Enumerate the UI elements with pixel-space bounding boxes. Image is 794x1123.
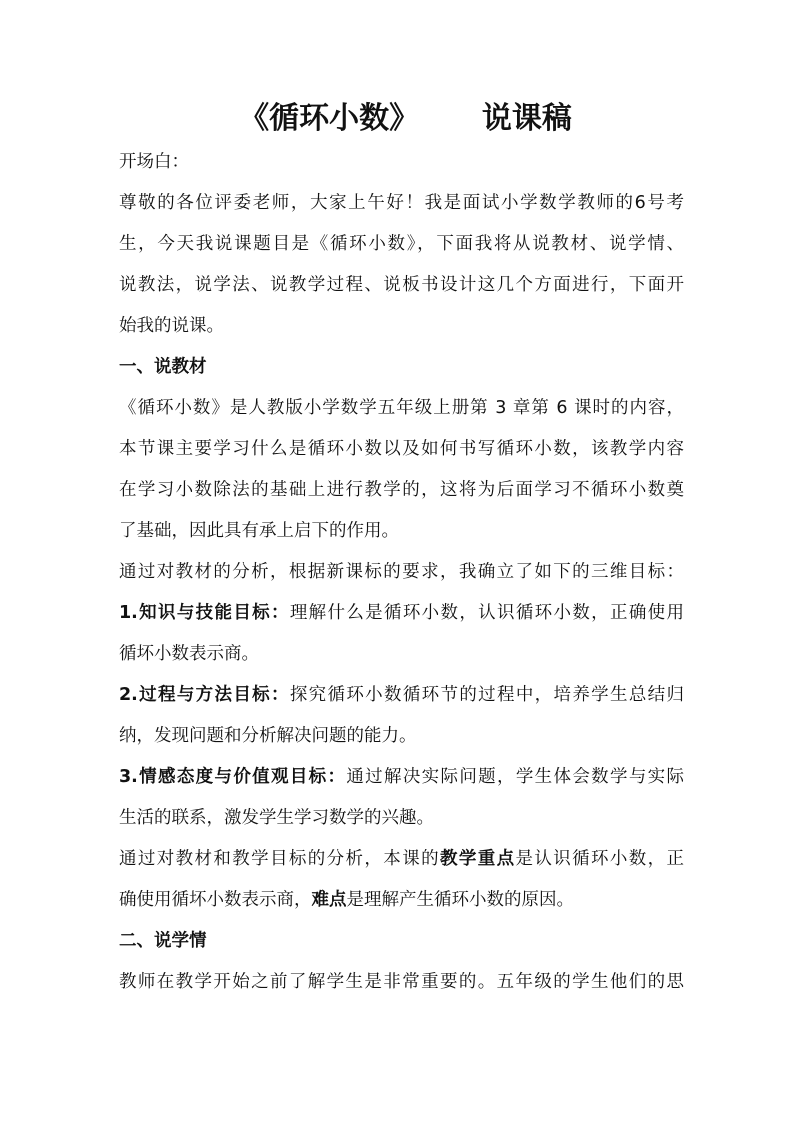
intro-line-3: 说教法，说学法、说教学过程、说板书设计这几个方面进行，下面开 (119, 275, 684, 295)
key-points-text-2a: 确使用循坏小数表示商， (119, 890, 312, 910)
goal-knowledge-line-1 (119, 593, 684, 634)
key-points-text-2b: 是理解产生循环小数的原因。 (346, 890, 574, 910)
textbook-line-4: 了基础，因此具有承上启下的作用。 (119, 521, 399, 541)
goal-knowledge-line-2: 循坏小数表示商。 (119, 644, 259, 664)
intro-line-4: 始我的说课。 (119, 316, 224, 336)
goal-emotion-line-1 (119, 757, 684, 798)
goal-process-label: 2.过程与方法目标： (119, 685, 290, 705)
section-heading-students: 二、说学情 (119, 931, 207, 951)
document-title: 《循环小数》 说课稿 (239, 101, 572, 136)
difficulty-label: 难点 (311, 890, 347, 910)
goal-knowledge-label: 1.知识与技能目标： (119, 603, 290, 623)
intro-line-1: 尊敬的各位评委老师，大家上午好！我是面试小学数学教师的6号考 (119, 193, 684, 213)
textbook-line-3: 在学习小数除法的基础上进行教学的，这将为后面学习不循环小数奠 (119, 480, 684, 500)
students-line-1: 教师在教学开始之前了解学生是非常重要的。五年级的学生他们的思 (119, 972, 684, 992)
key-points-line-1 (119, 839, 684, 880)
goals-intro: 通过对教材的分析，根据新课标的要求，我确立了如下的三维目标： (119, 562, 684, 582)
textbook-line-1: 《循环小数》是人教版小学数学五年级上册第 3 章第 6 课时的内容， (119, 398, 684, 418)
key-points-line-2 (119, 880, 684, 921)
goal-process-line-2: 纳，发现问题和分析解决问题的能力。 (119, 726, 417, 746)
intro-line-2: 生，今天我说课题目是《循环小数》，下面我将从说教材、说学情、 (119, 234, 684, 254)
goal-knowledge-text-1: 理解什么是循环小数，认识循环小数，正确使用 (289, 603, 684, 623)
section-heading-textbook: 一、说教材 (119, 357, 207, 377)
goal-emotion-line-2: 生活的联系，激发学生学习数学的兴趣。 (119, 808, 434, 828)
goal-process-line-1 (119, 675, 684, 716)
goal-process-text-1: 探究循环小数循环节的过程中，培养学生总结归 (289, 685, 684, 705)
key-point-label: 教学重点 (439, 849, 516, 869)
key-points-text-1b: 是认识循环小数，正 (515, 849, 685, 869)
goal-emotion-text-1: 通过解决实际问题，学生体会数学与实际 (346, 767, 684, 787)
opening-label: 开场白： (119, 152, 189, 172)
key-points-text-1a: 通过对教材和教学目标的分析，本课的 (119, 849, 440, 869)
goal-emotion-label: 3.情感态度与价值观目标： (119, 767, 347, 787)
textbook-line-2: 本节课主要学习什么是循环小数以及如何书写循环小数，该教学内容 (119, 439, 684, 459)
